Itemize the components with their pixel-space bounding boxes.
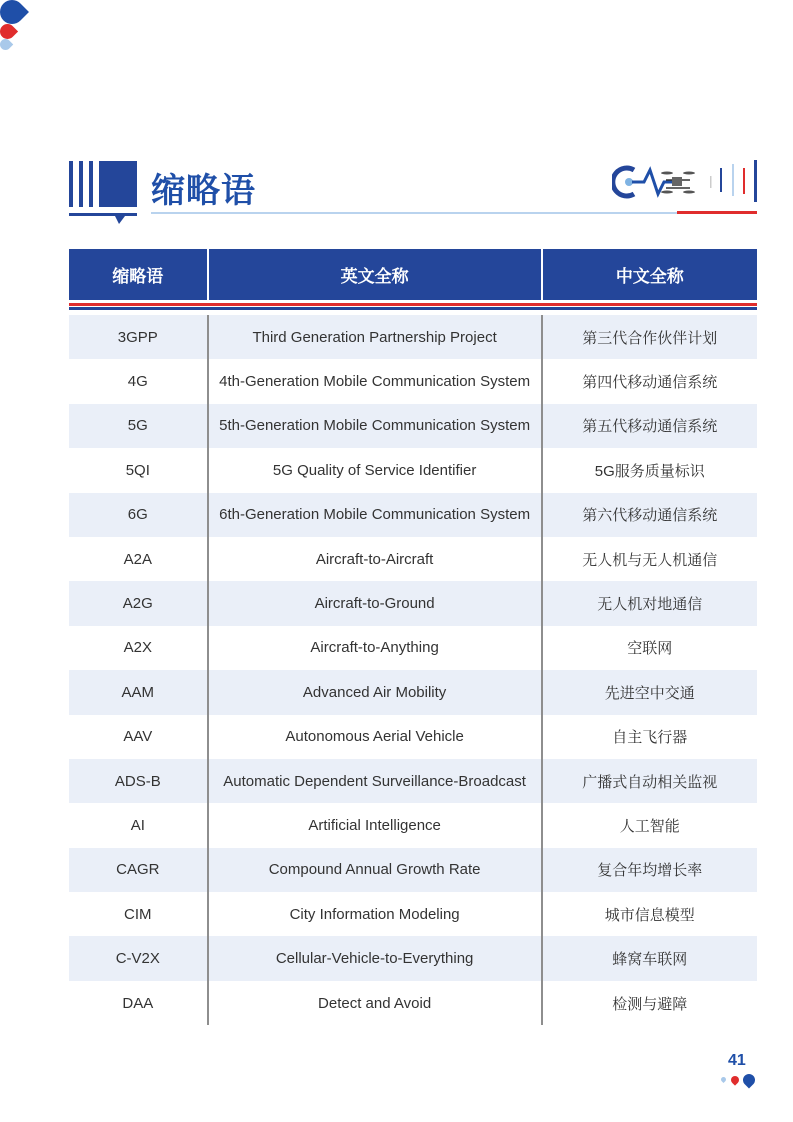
column-header-english-name: 英文全称 xyxy=(207,249,541,300)
english-name-cell: 5th-Generation Mobile Communication System xyxy=(207,404,541,448)
table-row xyxy=(69,892,757,936)
chinese-name-cell: 空联网 xyxy=(541,626,757,670)
english-name-cell: 4th-Generation Mobile Communication System xyxy=(207,359,541,403)
header-divider xyxy=(151,212,757,214)
abbreviation-cell: CIM xyxy=(124,905,152,923)
chinese-name-cell: 蜂窝车联网 xyxy=(541,936,757,980)
english-name-cell: 6th-Generation Mobile Communication System xyxy=(207,493,541,537)
column-header-chinese-name: 中文全称 xyxy=(541,249,757,300)
english-name-cell: Third Generation Partnership Project xyxy=(207,315,541,359)
table-row xyxy=(69,404,757,448)
chinese-name-cell: 广播式自动相关监视 xyxy=(541,759,757,803)
abbreviation-cell: AAM xyxy=(121,683,155,701)
english-name-cell: Cellular-Vehicle-to-Everything xyxy=(207,936,541,980)
english-name-cell: Automatic Dependent Surveillance-Broadcast xyxy=(207,759,541,803)
english-name-cell: Aircraft-to-Aircraft xyxy=(207,537,541,581)
chinese-name-cell: 第三代合作伙伴计划 xyxy=(541,315,757,359)
table-row xyxy=(69,537,757,581)
table-row xyxy=(69,848,757,892)
table-row xyxy=(69,315,757,359)
blue-drop-icon xyxy=(741,1072,758,1089)
abbreviation-cell: AAV xyxy=(123,728,153,746)
table-row xyxy=(69,493,757,537)
table-row xyxy=(69,359,757,403)
light-blue-drop-icon xyxy=(0,37,13,53)
abbreviation-cell: 6G xyxy=(127,506,148,524)
abbreviation-cell: AI xyxy=(130,816,145,834)
cav-logo xyxy=(612,158,758,204)
chinese-name-cell: 无人机对地通信 xyxy=(541,581,757,625)
table-row xyxy=(69,715,757,759)
chinese-name-cell: 人工智能 xyxy=(541,803,757,847)
chinese-name-cell: 第六代移动通信系统 xyxy=(541,493,757,537)
abbreviation-cell: CAGR xyxy=(116,861,160,879)
chinese-name-cell: 自主飞行器 xyxy=(541,715,757,759)
red-drop-icon xyxy=(729,1074,740,1085)
abbreviation-cell: 5G xyxy=(127,417,148,435)
header-rule-blue xyxy=(69,307,757,310)
abbreviation-cell: 4G xyxy=(127,373,148,391)
table-row xyxy=(69,981,757,1025)
table-row xyxy=(69,936,757,980)
abbreviation-cell: 5QI xyxy=(125,461,150,479)
table-row xyxy=(69,448,757,492)
english-name-cell: Compound Annual Growth Rate xyxy=(207,848,541,892)
page-title: 缩略语 xyxy=(151,172,256,210)
english-name-cell: Aircraft-to-Ground xyxy=(207,581,541,625)
abbreviation-cell: 3GPP xyxy=(117,328,158,346)
column-header-abbreviation: 缩略语 xyxy=(112,267,164,286)
table-row xyxy=(69,581,757,625)
english-name-cell: City Information Modeling xyxy=(207,892,541,936)
abbreviation-cell: A2G xyxy=(122,595,153,613)
english-name-cell: Autonomous Aerial Vehicle xyxy=(207,715,541,759)
light-blue-drop-icon xyxy=(720,1076,727,1083)
table-body xyxy=(69,315,757,1025)
chinese-name-cell: 第五代移动通信系统 xyxy=(541,404,757,448)
header-divider-accent xyxy=(677,211,757,214)
english-name-cell: Artificial Intelligence xyxy=(207,803,541,847)
chinese-name-cell: 复合年均增长率 xyxy=(541,848,757,892)
header-rule-red xyxy=(69,303,757,306)
english-name-cell: Detect and Avoid xyxy=(207,981,541,1025)
abbreviation-cell: A2A xyxy=(123,550,152,568)
chinese-name-cell: 城市信息模型 xyxy=(541,892,757,936)
english-name-cell: Aircraft-to-Anything xyxy=(207,626,541,670)
abbreviation-cell: ADS-B xyxy=(114,772,161,790)
chinese-name-cell: 检测与避障 xyxy=(541,981,757,1025)
table-header xyxy=(69,249,757,300)
english-name-cell: 5G Quality of Service Identifier xyxy=(207,448,541,492)
abbreviation-cell: C-V2X xyxy=(115,950,160,968)
chinese-name-cell: 5G服务质量标识 xyxy=(541,448,757,492)
abbreviation-cell: A2X xyxy=(123,639,152,657)
table-row xyxy=(69,626,757,670)
table-row xyxy=(69,803,757,847)
chinese-name-cell: 先进空中交通 xyxy=(541,670,757,714)
abbreviation-table xyxy=(69,249,757,1025)
english-name-cell: Advanced Air Mobility xyxy=(207,670,541,714)
table-row xyxy=(69,670,757,714)
page-number: 41 xyxy=(728,1052,746,1069)
section-header-icon xyxy=(69,161,139,225)
abbreviation-cell: DAA xyxy=(122,994,154,1012)
chinese-name-cell: 无人机与无人机通信 xyxy=(541,537,757,581)
chinese-name-cell: 第四代移动通信系统 xyxy=(541,359,757,403)
table-row xyxy=(69,759,757,803)
